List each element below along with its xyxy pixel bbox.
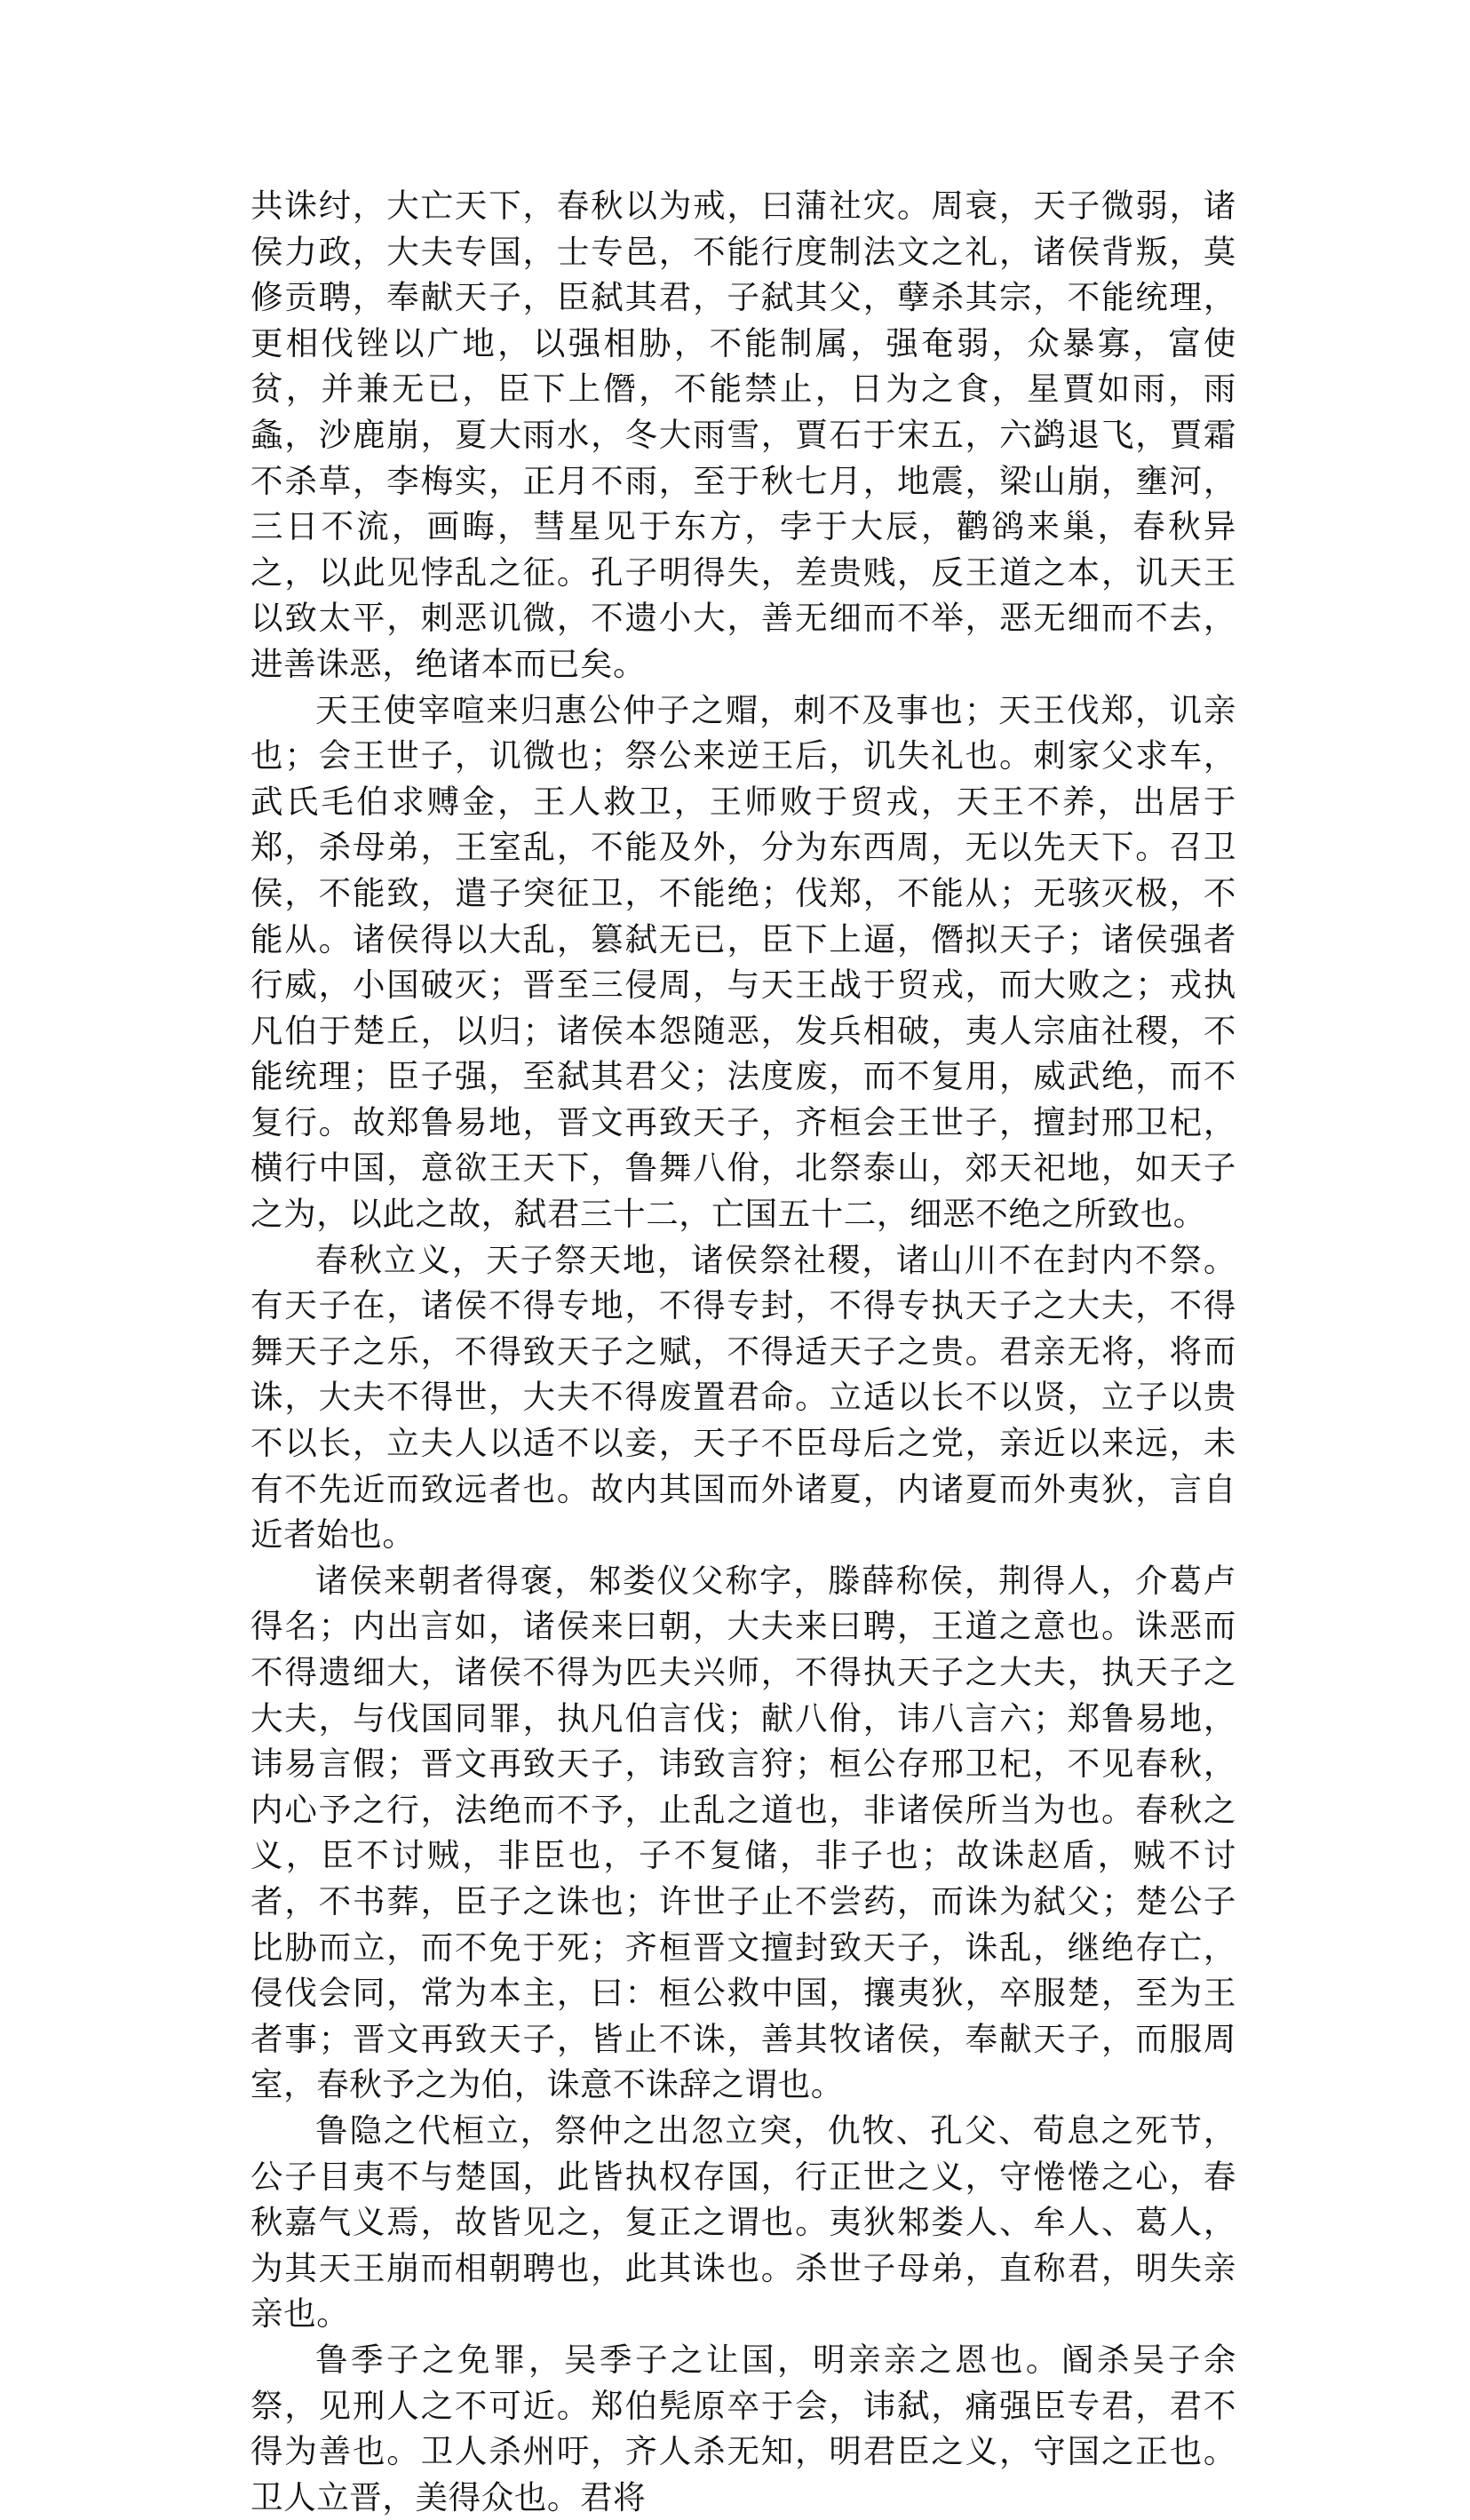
paragraph-5: 鲁隐之代桓立，祭仲之出忽立突，仇牧、孔父、荀息之死节，公子目夷不与楚国，此皆执权存国，行正世之义，守惓惓之心，春秋嘉气义焉，故皆见之，复正之谓也。夷狄邾娄人、牟人、葛人，为其天王崩而相朝聘也，此其诛也。杀世子母弟，直称君，明失亲亲也。 [250,2111,1236,2333]
document-page [250,183,1236,2520]
paragraph-3: 春秋立义，天子祭天地，诸侯祭社稷，诸山川不在封内不祭。有天子在，诸侯不得专地，不得专封，不得专执天子之大夫，不得舞天子之乐，不得致天子之赋，不得适天子之贵。君亲无将，将而诛，大夫不得世，大夫不得废置君命。立适以长不以贤，立子以贵不以长，立夫人以适不以妾，天子不臣母后之党，亲近以来远，未有不先近而致远者也。故内其国而外诸夏，内诸夏而外夷狄，言自近者始也。 [250,1240,1236,1554]
paragraph-4: 诸侯来朝者得褒，邾娄仪父称字，滕薛称侯，荆得人，介葛卢得名；内出言如，诸侯来曰朝，大夫来曰聘，王道之意也。诛恶而不得遗细大，诸侯不得为匹夫兴师，不得执天子之大夫，执天子之大夫，与伐国同罪，执凡伯言伐；献八佾，讳八言六；郑鲁易地，讳易言假；晋文再致天子，讳致言狩；桓公存邢卫杞，不见春秋，内心予之行，法绝而不予，止乱之道也，非诸侯所当为也。春秋之义，臣不讨贼，非臣也，子不复储，非子也；故诛赵盾，贼不讨者，不书葬，臣子之诛也；许世子止不尝药，而诛为弑父；楚公子比胁而立，而不免于死；齐桓晋文擅封致天子，诛乱，继绝存亡，侵伐会同，常为本主，曰：桓公救中国，攘夷狄，卒服楚，至为王者事；晋文再致天子，皆止不诛，善其牧诸侯，奉献天子，而服周室，春秋予之为伯，诛意不诛辞之谓也。 [250,1561,1236,2104]
paragraph-1: 共诛纣，大亡天下，春秋以为戒，曰蒲社灾。周衰，天子微弱，诸侯力政，大夫专国，士专邑，不能行度制法文之礼，诸侯背叛，莫修贡聘，奉献天子，臣弑其君，子弑其父，孽杀其宗，不能统理，更相伐锉以广地，以强相胁，不能制属，强奄弱，众暴寡，富使贫，并兼无已，臣下上僭，不能禁止，日为之食，星賈如雨，雨螽，沙鹿崩，夏大雨水，冬大雨雪，賈石于宋五，六鹢退飞，賈霜不杀草，李梅实，正月不雨，至于秋七月，地震，梁山崩，壅河，三日不流，画晦，彗星见于东方，孛于大辰，鹳鹆来巢，春秋异之，以此见悖乱之征。孔子明得失，差贵贱，反王道之本，讥天王以致太平，刺恶讥微，不遗小大，善无细而不举，恶无细而不去，进善诛恶，绝诸本而已矣。 [250,187,1236,683]
paragraph-6: 鲁季子之免罪，吴季子之让国，明亲亲之恩也。阍杀吴子余祭，见刑人之不可近。郑伯髡原卒于会，讳弑，痛强臣专君，君不得为善也。卫人杀州吁，齐人杀无知，明君臣之义，守国之正也。卫人立晋，美得众也。君将 [250,2340,1236,2516]
paragraph-2: 天王使宰喧来归惠公仲子之赗，刺不及事也；天王伐郑，讥亲也；会王世子，讥微也；祭公来逆王后，讥失礼也。刺家父求车，武氏毛伯求赙金，王人救卫，王师败于贸戎，天王不养，出居于郑，杀母弟，王室乱，不能及外，分为东西周，无以先天下。召卫侯，不能致，遣子突征卫，不能绝；伐郑，不能从；无骇灭极，不能从。诸侯得以大乱，篡弑无已，臣下上逼，僭拟天子；诸侯强者行威，小国破灭；晋至三侵周，与天王战于贸戎，而大败之；戎执凡伯于楚丘，以归；诸侯本怨随恶，发兵相破，夷人宗庙社稷，不能统理；臣子强，至弑其君父；法度废，而不复用，威武绝，而不复行。故郑鲁易地，晋文再致天子，齐桓会王世子，擅封邢卫杞，横行中国，意欲王天下，鲁舞八佾，北祭泰山，郊天祀地，如天子之为，以此之故，弑君三十二，亡国五十二，细恶不绝之所致也。 [250,690,1236,1234]
